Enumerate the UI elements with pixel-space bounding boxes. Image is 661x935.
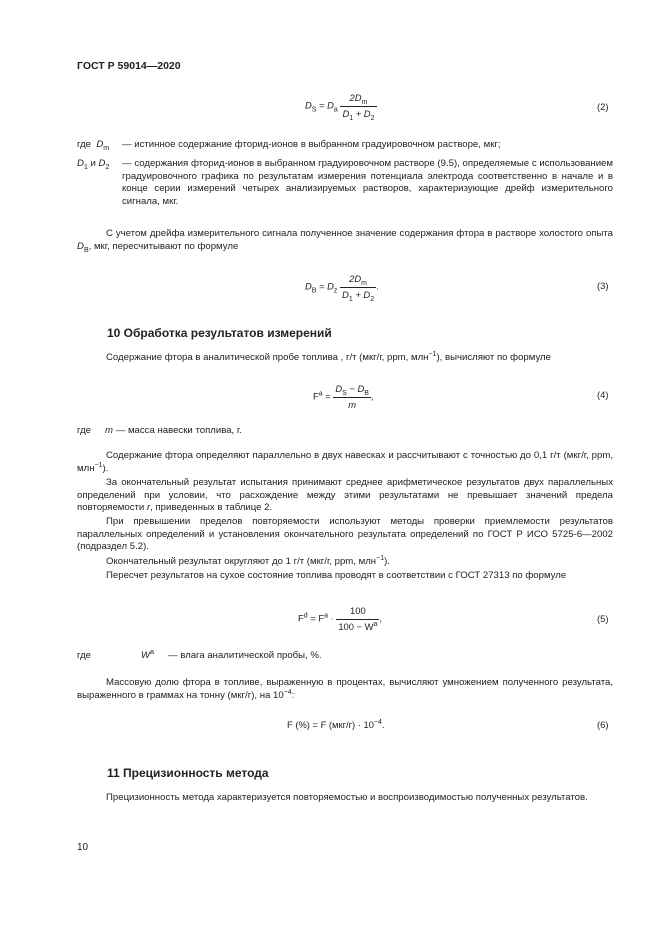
equation-3: $D_B = D_z$ $\frac{2D_m}{D_1 + D_2}$ .	[305, 273, 379, 303]
fraction: $\frac{2D_m}{D_1 + D_2}$	[342, 92, 375, 122]
equation-number: (4)	[597, 389, 609, 400]
fraction: $\frac{D_S - D_B}{m}$	[335, 383, 369, 410]
definition-d1-d2: $D_1$ и $D_2$ — содержания фторид-ионов в выбранном градуировочном растворе (9.5), определяемые с использованием градуировочного графика по результатам измерения потенциала электрода соответственно в начале и в конце серии измерений четырех анализируемых растворов, характеризующие дрейф измерительного сигнала, мкг.	[77, 158, 613, 207]
paragraph-intro-10: Содержание фтора в аналитической пробе топлива , г/т (мкг/г, ppm, млн$^{-1}$), вычисляют по формуле	[106, 350, 551, 363]
paragraph-drift: С учетом дрейфа измерительного сигнала полученное значение содержания фтора в растворе холостого опыта $D_B$, мкг, пересчитывают по формуле	[77, 228, 613, 254]
fraction: $\frac{2D_m}{D_1 + D_2}$	[342, 273, 375, 303]
paragraph-precision: Прецизионность метода характеризуется повторяемостью и воспроизводимостью полученных результатов.	[106, 792, 588, 803]
equation-number: (2)	[597, 101, 609, 112]
equation-6: F (%) = F $(мкг/г) \cdot 10^{-4}$.	[287, 718, 385, 730]
paragraph-dry-basis: Пересчет результатов на сухое состояние топлива проводят в соответствии с ГОСТ 27313 по формуле	[106, 570, 567, 581]
definition-m: где m — масса навески топлива, г.	[77, 425, 242, 436]
equation-5: $F^d = F^a$ · $\frac{100}{100 - W^a}$ ,	[298, 605, 383, 632]
paragraph-repeatability: При превышении пределов повторяемости используют методы проверки приемлемости результатов параллельных определений и установления окончательного результата определений по ГОСТ Р ИСО 5725-6—2002 (подраздел 5.2).	[77, 516, 613, 553]
equation-2: $D_S = D_a$ $\frac{2D_m}{D_1 + D_2}$	[305, 92, 375, 122]
paragraph-parallel: Содержание фтора определяют параллельно в двух навесках и рассчитывают с точностью до 0,1 г/т (мкг/г, ppm, млн$^{-1}$).	[77, 450, 613, 474]
paragraph-mass-fraction: Массовую долю фтора в топливе, выраженную в процентах, вычисляют умножением полученного результата, выраженного в граммах на тонну (мкг/г), на $10^{-4}$:	[77, 677, 613, 701]
section-heading: 11 Прецизионность метода	[107, 766, 269, 780]
equation-number: (6)	[597, 719, 609, 730]
equation-4: $F^a$ = $\frac{D_S - D_B}{m}$ ,	[313, 383, 374, 410]
fraction: $\frac{100}{100 - W^a}$	[338, 605, 378, 632]
definition-dm: где $D_m$ — истинное содержание фторид-ионов в выбранном градуировочном растворе, мкг;	[77, 139, 501, 152]
paragraph-rounding: Окончательный результат округляют до 1 г/т (мкг/г, ppm, млн$^{-1}$).	[106, 554, 390, 567]
page-number: 10	[77, 842, 89, 853]
paragraph-final-result: За окончательный результат испытания принимают среднее арифметическое результатов двух параллельных определений при условии, что расхождение между этими результатами не превышает значений предела повторяемости r, приведенных в таблице 2.	[77, 477, 613, 514]
equation-number: (3)	[597, 280, 609, 291]
section-heading: 10 Обработка результатов измерений	[107, 326, 332, 340]
standard-header: ГОСТ Р 59014—2020	[77, 60, 181, 72]
equation-number: (5)	[597, 613, 609, 624]
definition-wa: где $W^a$ — влага аналитической пробы, %.	[77, 648, 322, 661]
